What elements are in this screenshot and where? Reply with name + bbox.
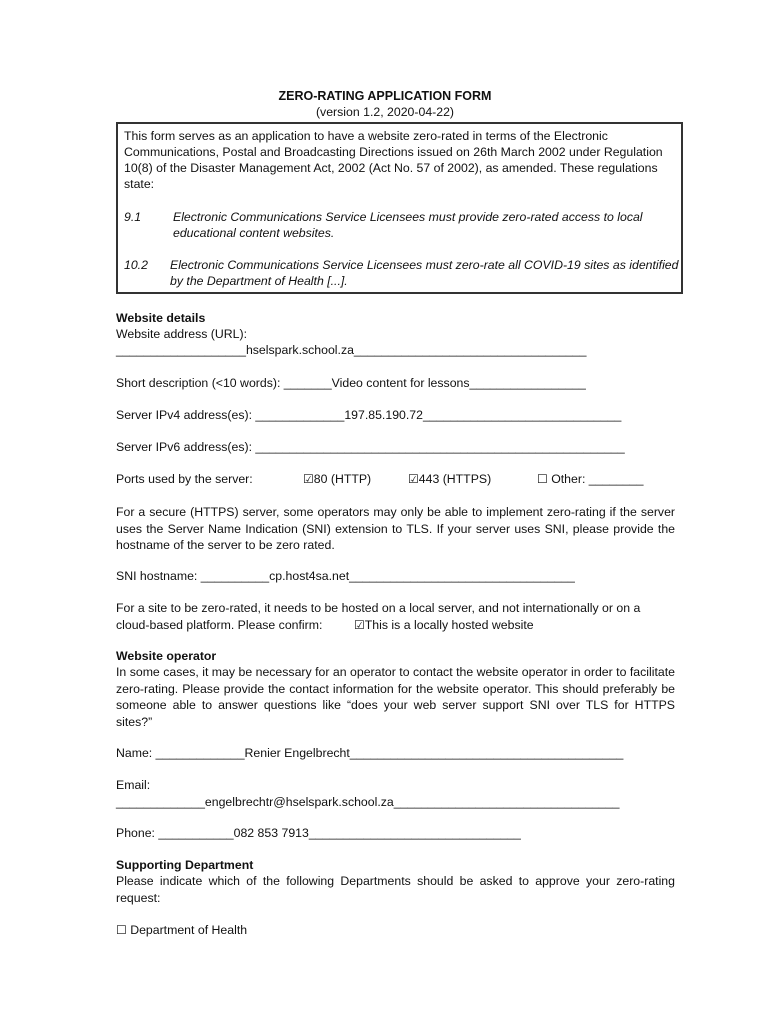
checkbox-checked-icon[interactable]: ☑ [408, 472, 419, 486]
form-version: (version 1.2, 2020-04-22) [315, 105, 455, 119]
clause-10-2-line-1: Electronic Communications Service Licensees must zero-rate all COVID-19 sites as identified [170, 258, 679, 272]
local-hosting-confirm[interactable] [354, 617, 534, 633]
port-http-label: 80 (HTTP) [313, 472, 372, 486]
port-other-option[interactable] [537, 471, 644, 487]
checkbox-unchecked-icon[interactable]: ☐ [537, 472, 548, 486]
local-hosting-label: This is a locally hosted website [364, 618, 534, 632]
server-ipv4-field[interactable]: Server IPv4 address(es): _____________197.85.190.72_____________________________ [116, 408, 622, 422]
intro-line-3: 10(8) of the Disaster Management Act, 2002 (Act No. 57 of 2002), as amended. These regulations [124, 161, 658, 175]
clause-9-1-line-2: educational content websites. [173, 226, 335, 240]
sni-explanation: For a secure (HTTPS) server, some operators may only be able to implement zero-rating if the server uses the Server Name Indication (SNI) extension to TLS. If your server uses SNI, please provide the hostname of the server to be zero rated. [116, 505, 675, 552]
department-health-option[interactable] [116, 922, 247, 938]
clause-number-10-2: 10.2 [124, 258, 148, 272]
checkbox-checked-icon[interactable]: ☑ [303, 472, 314, 486]
clause-10-2-line-2: by the Department of Health [...]. [170, 274, 348, 288]
supporting-department-heading: Supporting Department [116, 858, 254, 872]
port-https-label: 443 (HTTPS) [418, 472, 492, 486]
website-operator-heading: Website operator [116, 649, 217, 663]
operator-phone-field[interactable]: Phone: ___________082 853 7913_______________________________ [116, 826, 521, 840]
port-https-option[interactable] [408, 471, 491, 487]
website-details-heading: Website details [116, 311, 206, 325]
server-ipv6-field[interactable]: Server IPv6 address(es): ______________________________________________________ [116, 440, 625, 454]
port-other-label: Other: ________ [551, 472, 644, 486]
website-url-field[interactable]: ___________________hselspark.school.za__________________________________ [116, 343, 587, 357]
website-url-label: Website address (URL): [116, 327, 247, 341]
intro-line-4: state: [124, 177, 155, 191]
checkbox-checked-icon[interactable]: ☑ [354, 618, 365, 632]
operator-name-field[interactable]: Name: _____________Renier Engelbrecht________________________________________ [116, 746, 624, 760]
intro-line-2: Communications, Postal and Broadcasting Directions issued on 26th March 2002 under Regulation [124, 145, 663, 159]
port-http-option[interactable] [303, 471, 371, 487]
department-health-label: Department of Health [130, 923, 248, 937]
department-explanation: Please indicate which of the following Departments should be asked to approve your zero-rating request: [116, 874, 675, 905]
operator-email-label: Email: [116, 778, 151, 792]
operator-explanation: In some cases, it may be necessary for an operator to contact the website operator in order to facilitate zero-rating. Please provide the contact information for the website operator. This should preferably be someone able to answer questions like “does your web server support SNI over TLS for HTTPS sites?” [116, 665, 675, 729]
short-description-field[interactable]: Short description (<10 words): _______Video content for lessons_________________ [116, 376, 586, 390]
form-title: ZERO-RATING APPLICATION FORM [278, 89, 492, 103]
intro-line-1: This form serves as an application to have a website zero-rated in terms of the Electronic [124, 129, 608, 143]
clause-9-1-line-1: Electronic Communications Service Licensees must provide zero-rated access to local [173, 210, 643, 224]
sni-hostname-field[interactable]: SNI hostname: __________cp.host4sa.net_________________________________ [116, 569, 575, 583]
operator-email-field[interactable]: _____________engelbrechtr@hselspark.school.za_________________________________ [116, 795, 620, 809]
intro-box [116, 122, 683, 294]
ports-label: Ports used by the server: [116, 472, 253, 486]
local-server-para-line-1: For a site to be zero-rated, it needs to be hosted on a local server, and not internationally or on a [116, 601, 641, 615]
clause-number-9-1: 9.1 [124, 210, 142, 224]
checkbox-unchecked-icon[interactable]: ☐ [116, 923, 127, 937]
local-server-para-line-2: cloud-based platform. Please confirm: [116, 618, 323, 632]
